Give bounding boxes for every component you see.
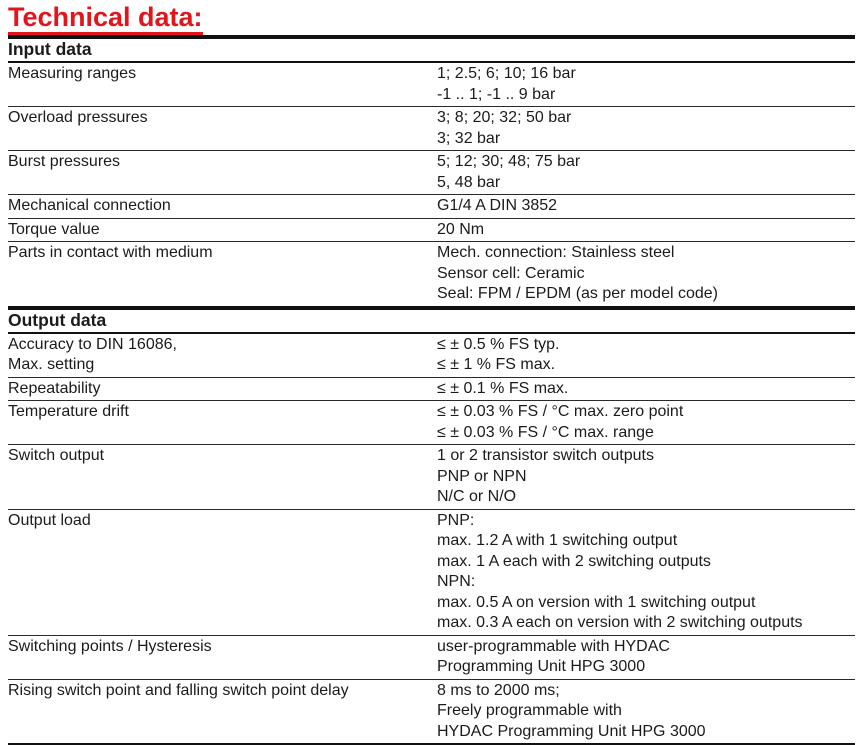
table-row — [8, 106, 855, 150]
table-row — [8, 377, 855, 401]
label-line: Switch output — [8, 447, 105, 464]
value-line: max. 0.3 A each on version with 2 switching outputs — [437, 614, 803, 631]
row-label — [8, 334, 437, 377]
row-value — [437, 510, 855, 635]
row-value — [437, 401, 855, 444]
label-line: Output load — [8, 511, 91, 529]
value-line: PNP or NPN — [437, 467, 527, 485]
table-row — [8, 194, 855, 218]
page-title: Technical data: — [8, 3, 203, 35]
row-label — [8, 401, 437, 444]
label-line: Rising switch point and falling switch point delay — [8, 681, 349, 699]
row-label — [8, 680, 437, 744]
value-line: Seal: FPM / EPDM (as per model code) — [437, 285, 718, 302]
row-label — [8, 195, 437, 218]
label-line: Burst pressures — [8, 153, 121, 170]
value-line: Programming Unit HPG 3000 — [437, 658, 646, 675]
row-value — [437, 378, 855, 401]
value-line: -1 .. 1; -1 .. 9 bar — [437, 85, 556, 103]
table-row — [8, 679, 855, 744]
value-line: HYDAC Programming Unit HPG 3000 — [437, 722, 706, 740]
table-row — [8, 635, 855, 679]
row-value — [437, 242, 855, 306]
value-line: PNP: — [437, 511, 475, 529]
value-line: G1/4 A DIN 3852 — [437, 197, 558, 214]
label-line: Measuring ranges — [8, 65, 137, 82]
technical-data-table — [8, 35, 855, 745]
row-value — [437, 63, 855, 106]
value-line: 1 or 2 transistor switch outputs — [437, 447, 654, 464]
row-label — [8, 636, 437, 679]
row-label — [8, 242, 437, 306]
value-line: max. 0.5 A on version with 1 switching output — [437, 593, 756, 611]
value-line: 3; 8; 20; 32; 50 bar — [437, 109, 572, 126]
row-value — [437, 219, 855, 242]
row-label — [8, 107, 437, 150]
section-header-input-data: Input data — [8, 35, 855, 63]
table-row — [8, 63, 855, 106]
table-row — [8, 150, 855, 194]
row-label — [8, 219, 437, 242]
row-value — [437, 334, 855, 377]
row-value — [437, 195, 855, 218]
row-label — [8, 445, 437, 509]
row-label — [8, 151, 437, 194]
label-line: Accuracy to DIN 16086, — [8, 335, 177, 353]
row-value — [437, 107, 855, 150]
table-row — [8, 509, 855, 635]
table-row — [8, 444, 855, 509]
label-line: Temperature drift — [8, 403, 129, 420]
table-row — [8, 400, 855, 444]
label-line: Max. setting — [8, 356, 95, 373]
table-row — [8, 218, 855, 242]
value-line: 5; 12; 30; 48; 75 bar — [437, 153, 581, 170]
value-line: max. 1.2 A with 1 switching output — [437, 532, 678, 549]
value-line: Freely programmable with — [437, 702, 622, 719]
value-line: 8 ms to 2000 ms; — [437, 681, 560, 699]
row-value — [437, 151, 855, 194]
label-line: Switching points / Hysteresis — [8, 637, 212, 655]
value-line: user-programmable with HYDAC — [437, 637, 670, 655]
value-line: max. 1 A each with 2 switching outputs — [437, 552, 711, 570]
row-label — [8, 63, 437, 106]
label-line: Mechanical connection — [8, 197, 171, 214]
label-line: Repeatability — [8, 379, 101, 397]
row-value — [437, 445, 855, 509]
table-row — [8, 334, 855, 377]
value-line: ≤ ± 0.03 % FS / °C max. zero point — [437, 403, 684, 420]
label-line: Parts in contact with medium — [8, 244, 213, 261]
value-line: Mech. connection: Stainless steel — [437, 244, 675, 261]
value-line: Sensor cell: Ceramic — [437, 264, 585, 282]
value-line: 1; 2.5; 6; 10; 16 bar — [437, 65, 576, 82]
value-line: ≤ ± 1 % FS max. — [437, 356, 556, 373]
row-value — [437, 636, 855, 679]
label-line: Torque value — [8, 220, 100, 238]
label-line: Overload pressures — [8, 109, 148, 126]
row-value — [437, 680, 855, 744]
value-line: 20 Nm — [437, 220, 485, 238]
value-line: ≤ ± 0.5 % FS typ. — [437, 335, 560, 353]
row-label — [8, 378, 437, 401]
value-line: 5, 48 bar — [437, 173, 501, 191]
row-label — [8, 510, 437, 635]
value-line: NPN: — [437, 573, 476, 590]
value-line: N/C or N/O — [437, 488, 517, 505]
table-row — [8, 241, 855, 306]
value-line: ≤ ± 0.1 % FS max. — [437, 379, 569, 397]
section-header-output-data: Output data — [8, 306, 855, 334]
value-line: 3; 32 bar — [437, 129, 501, 147]
value-line: ≤ ± 0.03 % FS / °C max. range — [437, 423, 654, 441]
